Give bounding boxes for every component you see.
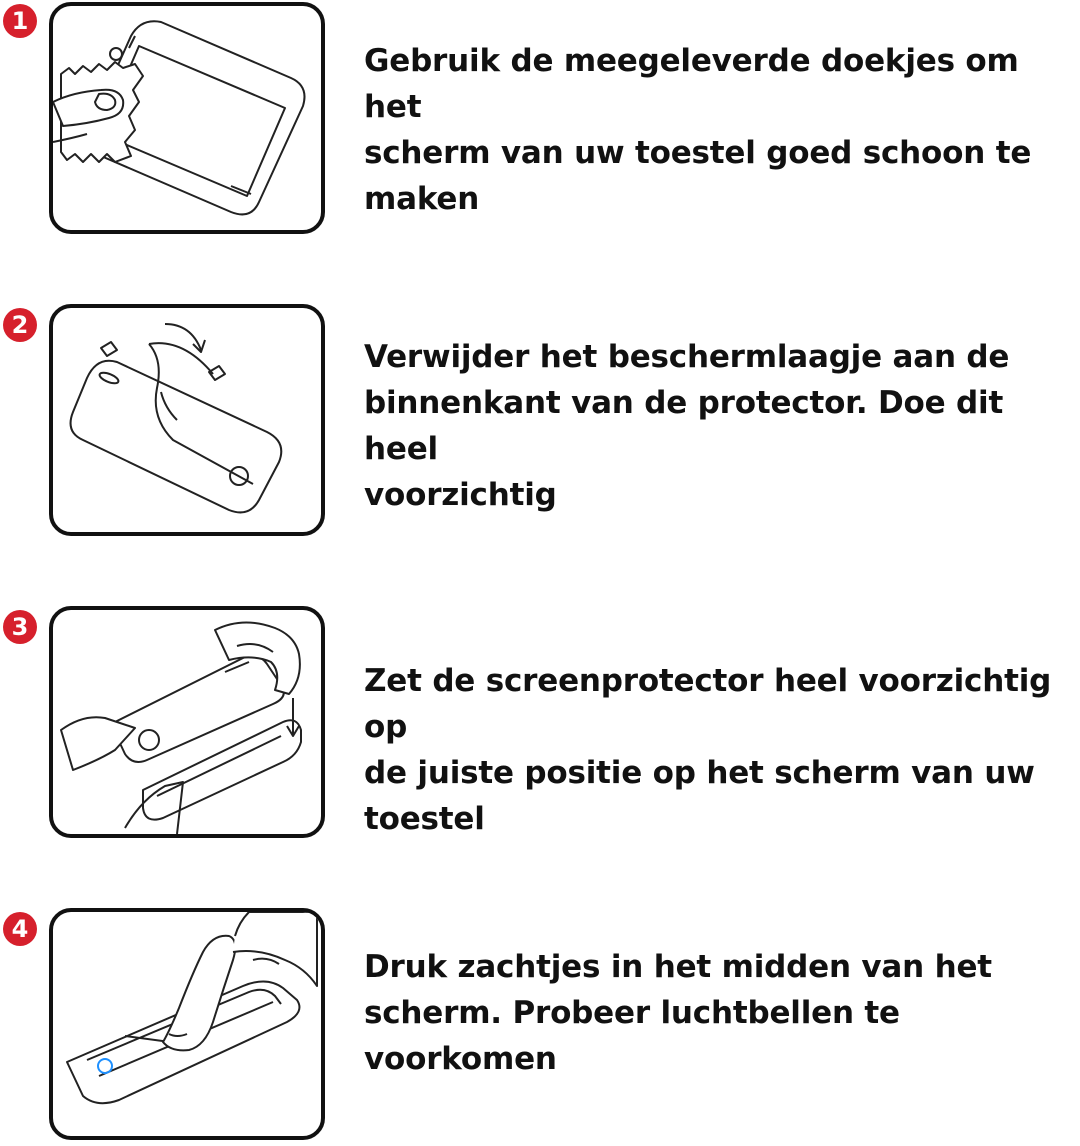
step-number-badge: 3 [3,610,37,644]
step-2-instruction: Verwijder het beschermlaagje aan de binnenkant van de protector. Doe dit heel voorzichtig [364,339,1010,513]
step-1-instruction: Gebruik de meegeleverde doekjes om het scherm van uw toestel goed schoon te maken [364,43,1032,217]
step-1-illustration-frame [49,2,325,234]
step-number-badge: 2 [3,308,37,342]
step-1 [0,0,1080,240]
step-2 [0,302,1080,542]
press-finger-icon [53,912,321,1136]
step-2-illustration-frame [49,304,325,536]
wipe-screen-cloth-icon [53,6,321,230]
step-3-instruction: Zet de screenprotector heel voorzichtig op de juiste positie op het scherm van uw toestel [364,663,1052,837]
step-4-illustration-frame [49,908,325,1140]
step-3 [0,604,1080,844]
step-4 [0,906,1080,1146]
step-number-badge: 4 [3,912,37,946]
step-4-instruction: Druk zachtjes in het midden van het scherm. Probeer luchtbellen te voorkomen [364,949,992,1077]
peel-film-icon [53,308,321,532]
place-protector-icon [53,610,321,834]
step-3-illustration-frame [49,606,325,838]
step-number-badge: 1 [3,4,37,38]
